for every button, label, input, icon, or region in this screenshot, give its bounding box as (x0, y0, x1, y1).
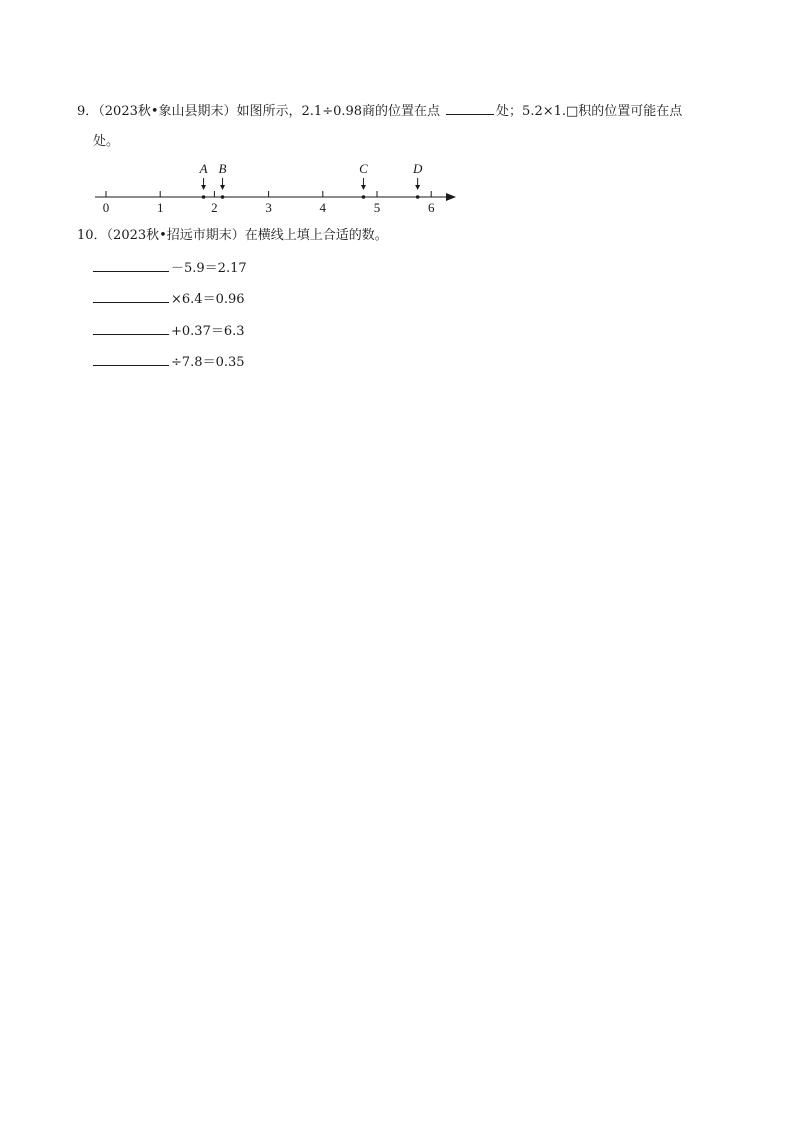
equation-4 (93, 353, 245, 371)
point-d-arrow-icon (415, 185, 420, 190)
equation-2-text: ×6.4＝0.96 (171, 292, 245, 307)
tick-label-4: 4 (319, 200, 327, 215)
point-c (362, 195, 366, 199)
number-line-points (199, 161, 423, 199)
tick-label-5: 5 (373, 200, 381, 215)
question-9-text-2: 处；5.2×1.□积的位置可能在点 (496, 104, 683, 119)
point-b-arrow-icon (220, 185, 225, 190)
answer-blank-10c[interactable] (93, 322, 169, 335)
question-9-text-3: 处。 (93, 134, 120, 149)
tick-label-3: 3 (265, 200, 272, 215)
question-9-line-2 (93, 134, 119, 150)
point-d-label: D (412, 161, 423, 176)
point-a-label: A (199, 161, 208, 176)
number-line-ticks (103, 191, 435, 215)
question-9-line-1 (77, 102, 682, 120)
point-d (416, 195, 420, 199)
point-c-arrow-icon (361, 185, 366, 190)
equation-1 (93, 259, 247, 277)
equation-3-text: +0.37＝6.3 (171, 324, 245, 339)
equation-4-text: ÷7.8＝0.35 (171, 355, 245, 370)
answer-blank-10a[interactable] (93, 259, 169, 272)
equation-1-text: －5.9＝2.17 (171, 261, 247, 276)
tick-label-2: 2 (211, 200, 218, 215)
tick-label-6: 6 (427, 200, 435, 215)
point-b (221, 195, 225, 199)
question-9-text: 9．（2023秋•象山县期末）如图所示，2.1÷0.98商的位置在点 (77, 104, 441, 119)
equation-2 (93, 290, 245, 308)
tick-label-1: 1 (156, 200, 164, 215)
point-a (202, 195, 206, 199)
point-a-arrow-icon (201, 185, 206, 190)
number-line-figure (90, 158, 470, 216)
equation-3 (93, 322, 245, 340)
question-10-title: 10．（2023秋•招远市期末）在横线上填上合适的数。 (77, 228, 388, 243)
tick-label-0: 0 (102, 200, 110, 215)
point-b-label: B (218, 161, 227, 176)
answer-blank-10d[interactable] (93, 353, 169, 366)
answer-blank-9a[interactable] (446, 102, 494, 115)
number-line-arrowhead (446, 193, 456, 201)
point-c-label: C (359, 161, 368, 176)
answer-blank-10b[interactable] (93, 290, 169, 303)
